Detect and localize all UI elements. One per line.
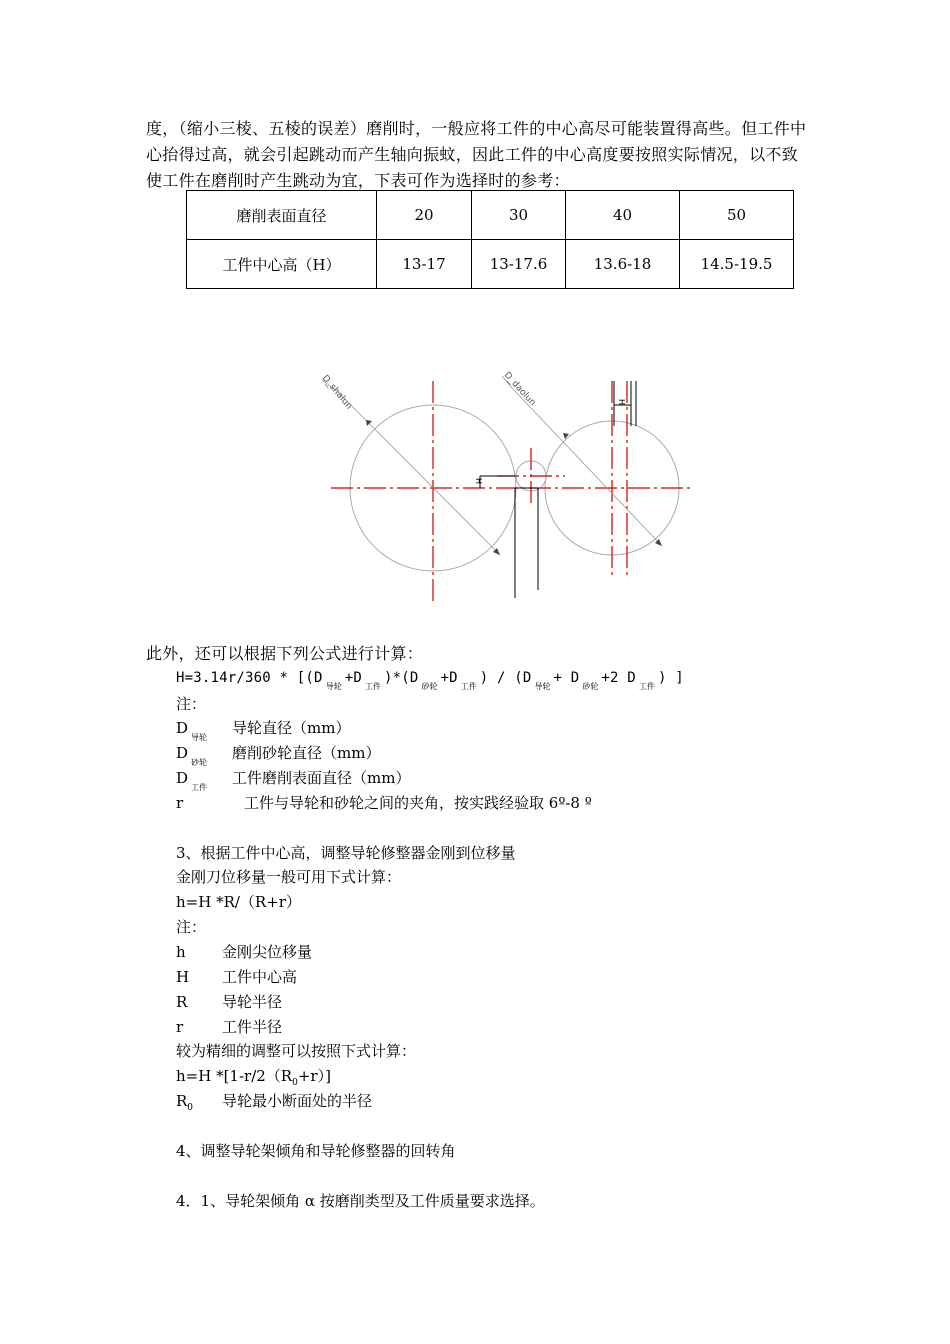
- definition-row: $D_{工件}$工件磨削表面直径（mm）: [176, 769, 411, 792]
- definition-row: $D_{砂轮}$磨削砂轮直径（mm）: [176, 744, 381, 767]
- section-3-heading: 3、根据工件中心高，调整导轮修整器金刚到位移量: [176, 844, 516, 862]
- table-cell: 工件中心高（H）: [187, 240, 377, 289]
- section-4-heading: 4、调整导轮架倾角和导轮修整器的回转角: [176, 1142, 456, 1160]
- fine-adjust-intro: 较为精细的调整可以按照下式计算：: [176, 1042, 417, 1060]
- section-3-line: 金刚刀位移量一般可用下式计算：: [176, 868, 402, 886]
- table-cell: 13-17.6: [472, 240, 566, 289]
- definition-row: R 导轮半径: [176, 993, 283, 1011]
- fine-adjust-formula: h=H $*[1-r/2(R_0+r)]$: [176, 1067, 331, 1088]
- table-cell: 13.6-18: [566, 240, 680, 289]
- section-3-formula: h=H *R/（R+r）: [176, 893, 301, 911]
- definition-row: $D_{导轮}$导轮直径（mm）: [176, 719, 351, 742]
- table-cell: 14.5-19.5: [680, 240, 794, 289]
- note-label: 注：: [176, 918, 207, 936]
- definition-row: H 工件中心高: [176, 968, 298, 986]
- definition-row: $R_0$ 导轮最小断面处的半径: [176, 1092, 373, 1113]
- diagram-label-h: H: [474, 478, 483, 485]
- diagram-label-h: H: [617, 399, 626, 406]
- diagram-label-daolun: D_daolun: [501, 370, 538, 409]
- table-cell: 磨削表面直径: [187, 191, 377, 240]
- definition-row: h 金刚尖位移量: [176, 943, 313, 961]
- table-cell: 50: [680, 191, 794, 240]
- table-cell: 30: [472, 191, 566, 240]
- section-4-1-heading: 4．1、导轮架倾角 α 按磨削类型及工件质量要求选择。: [176, 1192, 545, 1210]
- table-cell: 13-17: [377, 240, 472, 289]
- note-label: 注：: [176, 695, 207, 713]
- formula-line: $H=3.14r/360 * [(D_{导轮}+D_{工件})*(D_{砂轮}+D_{工件}) / (D_{导轮}+ D_{砂轮}+2$ $D_{工件}$) ]: [176, 670, 684, 691]
- diagram-label-shalun: D_shalun: [319, 373, 354, 412]
- table-cell: 20: [377, 191, 472, 240]
- definition-row: r 工件与导轮和砂轮之间的夹角，按实践经验取 6º-8 º: [176, 794, 592, 812]
- table-cell: 40: [566, 191, 680, 240]
- formula-intro: 此外，还可以根据下列公式进行计算：: [146, 644, 424, 663]
- dimension-lines: [319, 373, 662, 555]
- intro-paragraph: 度，（缩小三棱、五棱的误差）磨削时，一般应将工件的中心高尽可能装置得高些。但工件中心抬得过高，就会引起跳动而产生轴向振蚊，因此工件的中心高度要按照实际情况，以不致使工件在磨削时产生跳动为宜，下表可作为选择时的参考：: [146, 119, 807, 190]
- definition-row: r 工件半径: [176, 1018, 283, 1036]
